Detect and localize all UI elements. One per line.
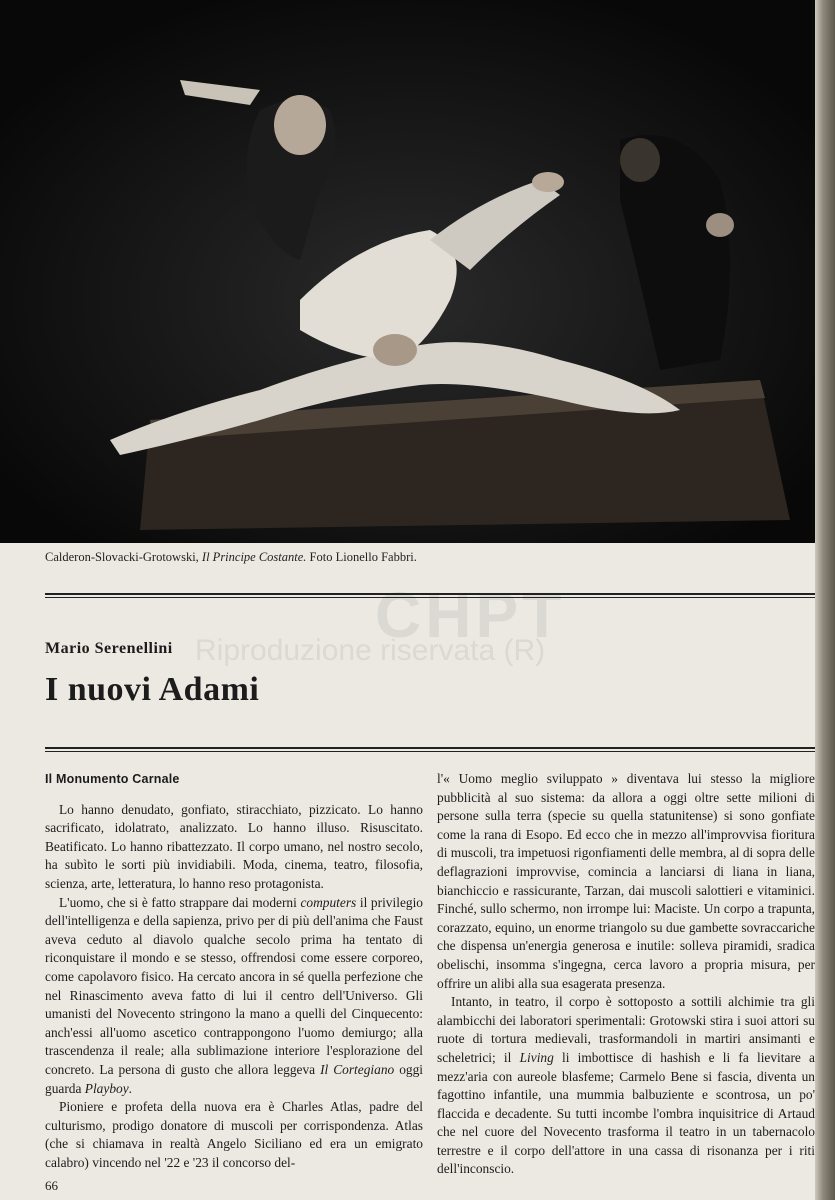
page-number: 66 (45, 1178, 58, 1193)
text-run: oggi guarda (45, 1061, 424, 1096)
text-run: L'uomo, che si è fatto strappare dai moderni (59, 894, 301, 910)
text-run: li imbottisce di hashish e li fa lievitare a mezz'aria con aureole blasfeme; Carmelo Bene si fascia, diventa un fagottino infantile, una mummia balbuziente e scontrosa, un po' flaccida e decadente. Su tutti incombe l'ombra inquisitrice di Artaud che nel cuore del Novecento trasforma il teatro in un tabernacolo terrestre e il corpo dell'attore in una cassa di risonanza per i riti dell'inconscio. (437, 1049, 815, 1177)
photo-caption (45, 550, 417, 565)
article-title: I nuovi Adami (45, 671, 260, 708)
divider-title (45, 747, 815, 752)
paragraph: l'« Uomo meglio sviluppato » diventava lui stesso la migliore pubblicità al suo sistema: da allora a oggi oltre sette milioni di persone sulla terra (specie su quella statunitense) si sono gonfiate come la rana di Esopo. Ed ecco che in mezzo all'improvvisa fioritura di muscoli, tra impetuosi rigonfiamenti delle membra, al di sopra delle deflagrazioni improvvise, comincia a lanciarsi di liana in liana, bianchiccio e rassicurante, Tarzan, dai muscoli salottieri e vitaminici. Finché, sullo schermo, non irrompe lui: Maciste. Un corpo a trapunta, corazzato, equino, un enorme triangolo su due gambette sovraccariche che dispensa un'energia generosa e inutile: solleva piramidi, sradica obelischi, insomma s'ingegna, cerca lavoro a propria misura, per offrire un alibi alla sua esagerata presenza. (437, 771, 815, 991)
watermark (195, 578, 565, 668)
article-column-left (45, 770, 423, 1172)
emphasis: Living (519, 1049, 554, 1065)
theatre-photo-image (0, 0, 815, 543)
text-run: il privilegio dell'intelligenza e della sapienza, privo per di più dell'anima che Faust aveva ceduto al diavolo qualche secolo prima ha tentato di riconquistare il mondo e se stesso, offrendosi come essere corporeo, come capolavoro fisico. Ha cercato ancora in sé quella perfezione che nel Rinascimento aveva fatto di lui il centro dell'Universo. Gli umanisti del Novecento stringono la mano a quelli del Cinquecento: anch'essi all'uomo ascetico contrappongono l'uomo demiurgo; alla trascendenza il reale; alla sublimazione interiore l'esplorazione del concreto. La persona di gusto che allora leggeva (45, 894, 423, 1077)
paragraph (45, 894, 423, 1099)
paragraph: Lo hanno denudato, gonfiato, stiracchiato, pizzicato. Lo hanno sacrificato, idolatrato, analizzato. Lo hanno illuso. Risuscitato. Beatificato. Lo hanno ribattezzato. Il corpo umano, nel nostro secolo, ha subìto le sorti più invidiabili. Moda, cinema, teatro, filosofia, scienza, arte, letteratura, lo hanno reso protagonista. (45, 801, 423, 891)
section-heading: Il Monumento Carnale (45, 772, 180, 786)
article-column-right (437, 770, 815, 1179)
caption-photo-credit: Foto Lionello Fabbri. (306, 550, 417, 564)
text-run: Intanto, in teatro, il corpo è sottoposto a sottili alchimie tra gli alambicchi dei laboratori sperimentali: Grotowski stira i suoi attori su ruote di tortura medievali, trasformandoli in martiri ansimanti e scheletrici; il (437, 994, 815, 1065)
divider-top (45, 593, 815, 598)
watermark-notice: Riproduzione riservata (R) (195, 634, 546, 667)
paragraph (437, 993, 815, 1179)
book-spine-edge (815, 0, 835, 1200)
emphasis: Playboy (84, 1080, 129, 1096)
text-run: . (128, 1080, 133, 1096)
article-author: Mario Serenellini (45, 640, 173, 657)
watermark-brand: CHPT (375, 579, 566, 651)
emphasis: computers (300, 894, 357, 910)
paragraph: Pioniere e profeta della nuova era è Charles Atlas, padre del culturismo, prodigo donatore di muscoli per corrispondenza. Atlas (che si chiamava in realtà Angelo Siciliano ed era un emigrato calabro) vincendo nel '22 e '23 il concorso del- (45, 1099, 423, 1170)
theatre-photo (0, 0, 815, 543)
caption-play-title: Il Principe Costante. (201, 550, 307, 564)
caption-credits: Calderon-Slovacki-Grotowski, (45, 550, 202, 564)
emphasis: Il Cortegiano (320, 1061, 395, 1077)
